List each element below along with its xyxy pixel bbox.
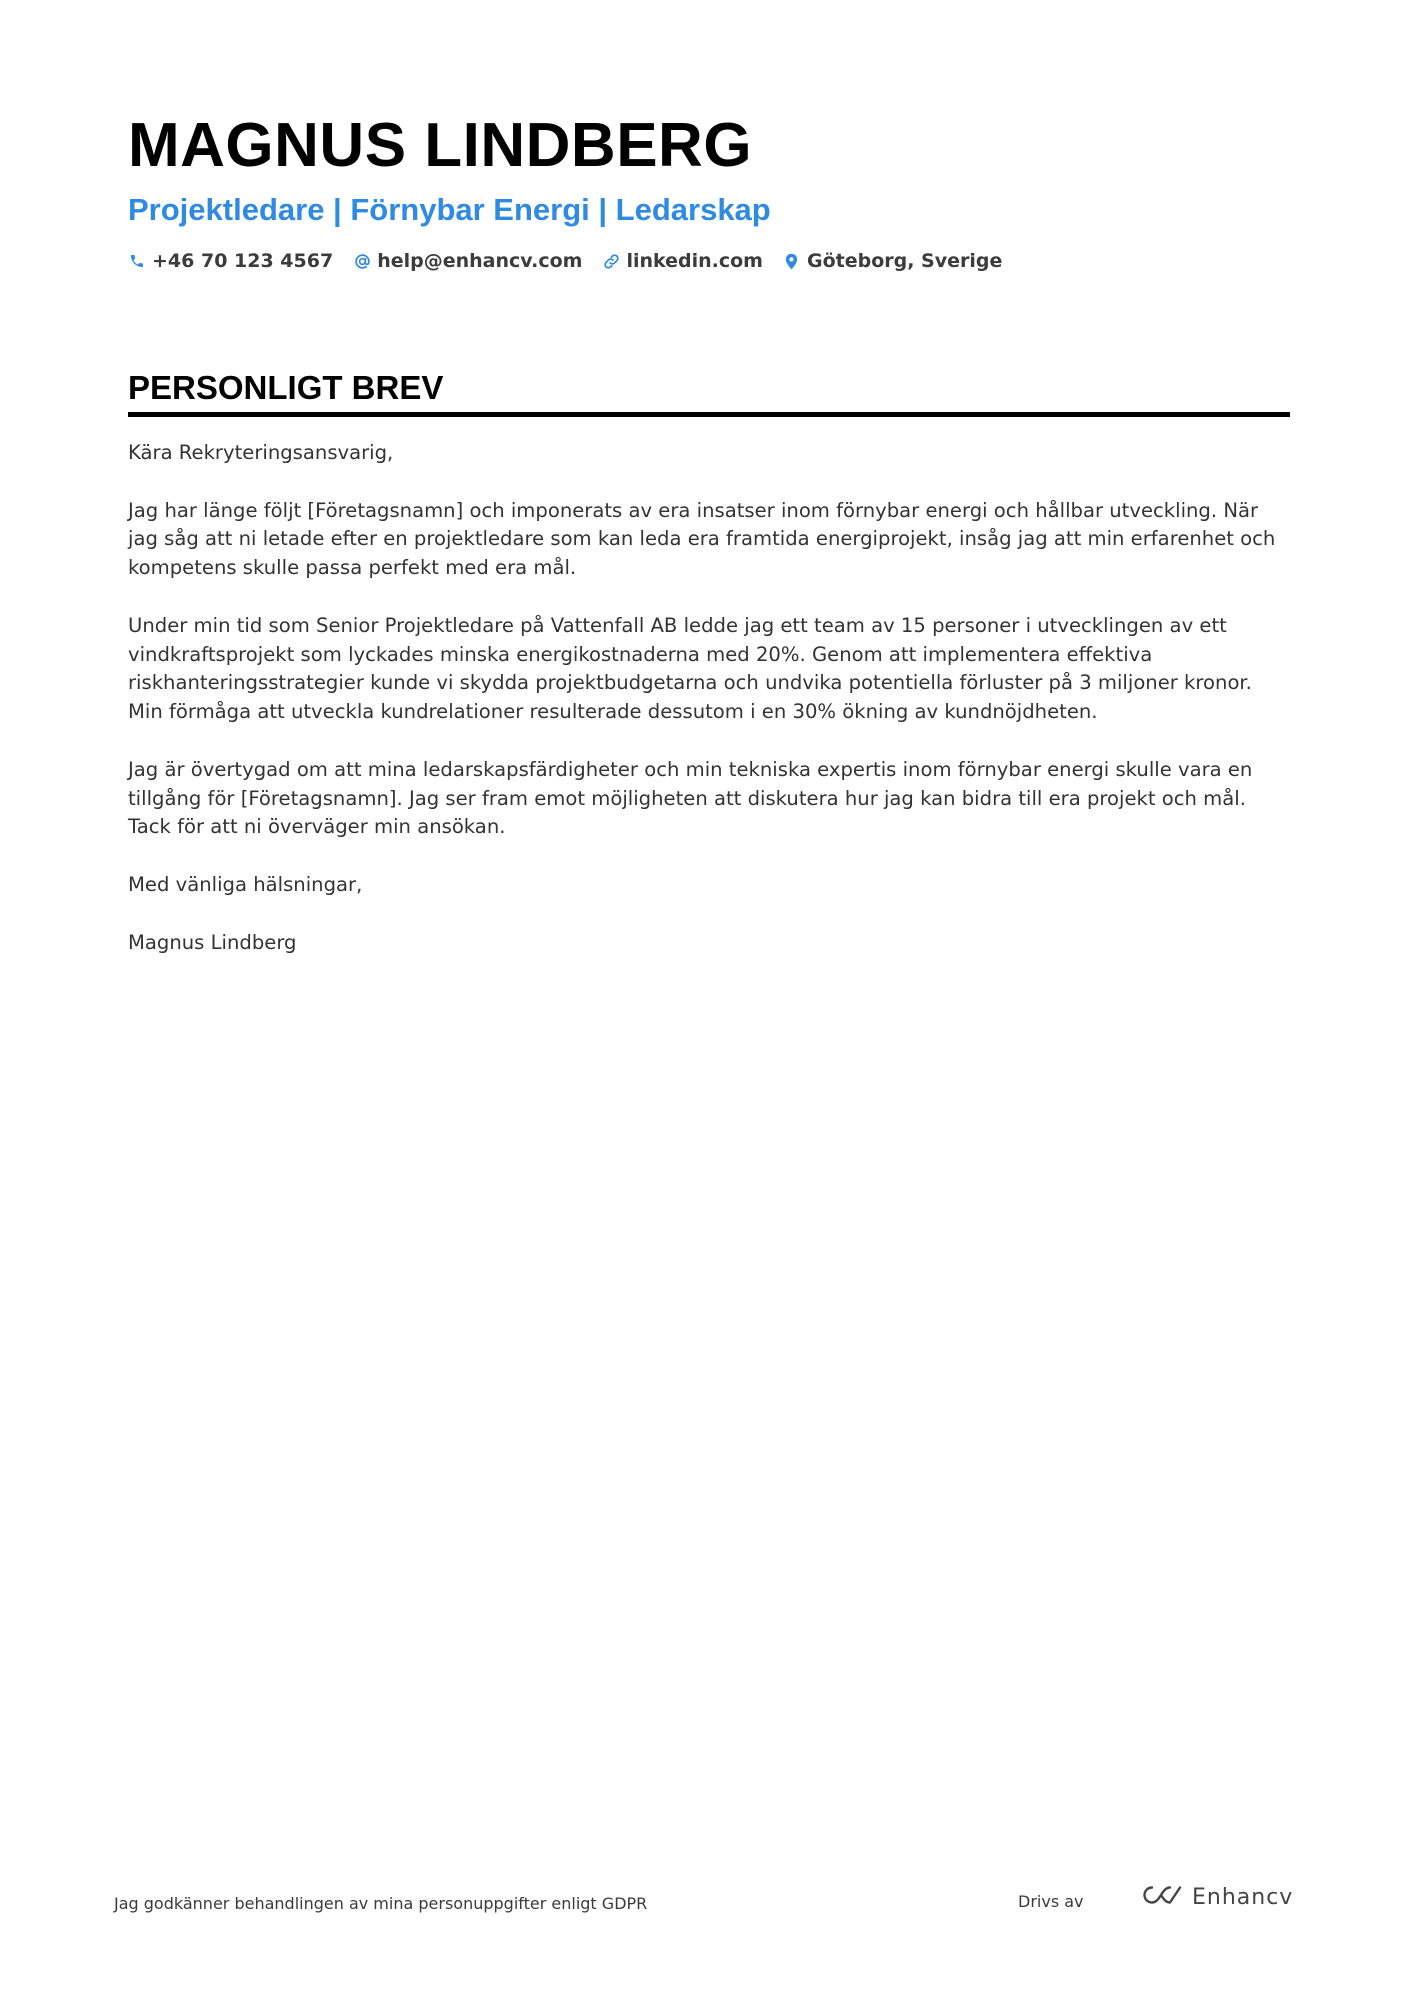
- enhancv-brand[interactable]: [1138, 1882, 1293, 1912]
- letter-paragraph-2: Under min tid som Senior Projektledare på Vattenfall AB ledde jag ett team av 15 personer i utvecklingen av ett vindkraftsprojekt som lyckades minska energikostnaderna med 20%. Genom att implementera effektiva riskhanteringsstrategier kunde vi skydda projektbudgetarna och undvika potentiella förluster på 3 miljoner kronor. Min förmåga att utveckla kundrelationer resulterade dessutom i en 30% ökning av kundnöjdheten.: [128, 613, 1252, 724]
- email-text[interactable]: help@enhancv.com: [377, 250, 583, 272]
- powered-by-text: Drivs av: [1018, 1892, 1084, 1911]
- cover-letter-section: [128, 366, 1290, 986]
- contact-email[interactable]: [353, 250, 582, 272]
- salutation: Kära Rekryteringsansvarig,: [128, 441, 394, 464]
- letter-paragraph-3: Jag är övertygad om att mina ledarskapsfärdigheter och min tekniska expertis inom förnybar energi skulle vara en tillgång för [Företagsnamn]. Jag ser fram emot möjligheten att diskutera hur jag kan bidra till era projekt och mål. Tack för att ni överväger min ansökan.: [128, 757, 1253, 839]
- footer: [114, 1880, 1294, 1920]
- contact-phone: [128, 250, 333, 272]
- location-pin-icon: [783, 252, 801, 270]
- contact-bar: [128, 250, 1290, 272]
- linkedin-text[interactable]: linkedin.com: [626, 250, 763, 272]
- gdpr-consent-text: Jag godkänner behandlingen av mina personuppgifter enligt GDPR: [114, 1894, 648, 1913]
- enhancv-logo-icon: [1138, 1882, 1184, 1912]
- candidate-name: MAGNUS LINDBERG: [128, 111, 753, 180]
- contact-location: [783, 250, 1002, 272]
- contact-linkedin[interactable]: [602, 250, 763, 272]
- letter-paragraph-1: Jag har länge följt [Företagsnamn] och imponerats av era insatser inom förnybar energi och hållbar utveckling. När jag såg att ni letade efter en projektledare som kan leda era framtida energiprojekt, insåg jag att min erfarenhet och kompetens skulle passa perfekt med era mål.: [128, 498, 1276, 580]
- at-icon: [353, 252, 371, 270]
- signature: Magnus Lindberg: [128, 930, 297, 954]
- closing: Med vänliga hälsningar,: [128, 872, 363, 896]
- header: [128, 108, 1290, 272]
- phone-icon: [128, 252, 146, 270]
- section-title: PERSONLIGT BREV: [128, 366, 1290, 417]
- candidate-title: Projektledare | Förnybar Energi | Ledarskap: [128, 192, 771, 227]
- phone-text: +46 70 123 4567: [152, 250, 334, 272]
- link-icon: [602, 252, 620, 270]
- location-text: Göteborg, Sverige: [806, 250, 1003, 272]
- letter-body: [128, 439, 1290, 957]
- brand-name[interactable]: Enhancv: [1192, 1884, 1294, 1910]
